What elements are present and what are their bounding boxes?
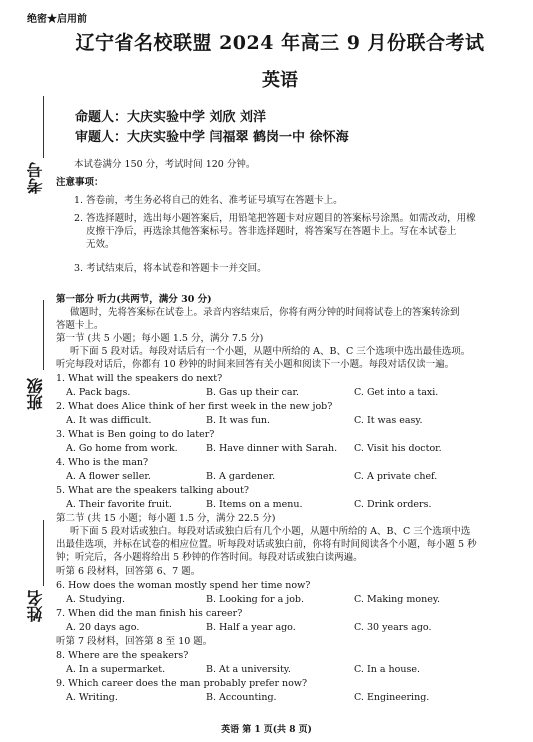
- section2-instruction: 钟；听完后，各小题将给出 5 秒钟的作答时间。每段对话或独白读两遍。: [56, 552, 363, 563]
- option-a: A. It was difficult.: [66, 415, 152, 426]
- question-5: 5. What are the speakers talking about?: [56, 485, 249, 496]
- option-c: C. It was easy.: [354, 415, 423, 426]
- option-a: A. In a supermarket.: [66, 664, 166, 675]
- note-item: 1. 答卷前，考生务必将自己的姓名、准考证号填写在答题卡上。: [74, 195, 343, 206]
- option-c: C. Visit his doctor.: [354, 443, 442, 454]
- option-c: C. Drink orders.: [354, 499, 432, 510]
- page-footer: 英语 第 1 页(共 8 页): [221, 725, 312, 735]
- binding-strip: [0, 0, 52, 742]
- setters-line: 命题人：大庆实验中学 刘欣 刘洋: [75, 110, 267, 125]
- part1-instruction: 答题卡上。: [56, 320, 104, 331]
- question-1: 1. What will the speakers do next?: [56, 373, 223, 384]
- option-a: A. Writing.: [66, 692, 118, 703]
- listen-6-note: 听第 6 段材料，回答第 6、7 题。: [56, 566, 201, 577]
- instructions-block: [56, 158, 524, 278]
- option-b: B. Have dinner with Sarah.: [206, 443, 338, 454]
- option-b: B. At a university.: [206, 664, 291, 675]
- note-item: 3. 考试结束后，将本试卷和答题卡一并交回。: [74, 263, 267, 274]
- question-3: 3. What is Ben going to do later?: [56, 429, 215, 440]
- name-label: 姓名: [26, 590, 45, 622]
- exam-title: 辽宁省名校联盟 2024 年高三 9 月份联合考试: [75, 32, 485, 54]
- question-7: 7. When did the man finish his career?: [56, 608, 243, 619]
- reviewers-line: 审题人：大庆实验中学 闫福翠 鹤岗一中 徐怀海: [75, 130, 349, 145]
- question-8: 8. Where are the speakers?: [56, 650, 189, 661]
- question-4: 4. Who is the man?: [56, 457, 149, 468]
- listening-section: [56, 293, 524, 713]
- section1-heading: 第一节 (共 5 小题；每小题 1.5 分，满分 7.5 分): [56, 333, 264, 344]
- question-6: 6. How does the woman mostly spend her time now?: [56, 580, 311, 591]
- option-b: B. It was fun.: [206, 415, 271, 426]
- option-c: C. In a house.: [354, 664, 421, 675]
- part1-instruction: 做题时，先将答案标在试卷上。录音内容结束后，你将有两分钟的时间将试卷上的答案转涂到: [70, 307, 460, 318]
- part1-heading: 第一部分 听力(共两节，满分 30 分): [56, 294, 212, 305]
- option-c: C. Engineering.: [354, 692, 430, 703]
- section1-instruction: 听完每段对话后，你都有 10 秒钟的时间来回答有关小题和阅读下一小题。每段对话仅读一遍。: [56, 359, 455, 370]
- option-a: A. A flower seller.: [66, 471, 151, 482]
- exam-number-line: [43, 96, 44, 158]
- option-b: B. Half a year ago.: [206, 622, 296, 633]
- subject-title: 英语: [262, 70, 298, 91]
- notes-title: 注意事项：: [56, 177, 104, 188]
- option-b: B. Items on a menu.: [206, 499, 303, 510]
- note-item: 2. 答选择题时，选出每小题答案后，用铅笔把答题卡对应题目的答案标号涂黑。如需改动，用橡: [74, 213, 476, 224]
- confidential-mark: 绝密★启用前: [27, 14, 87, 25]
- option-a: A. Their favorite fruit.: [66, 499, 172, 510]
- option-a: A. Studying.: [66, 594, 126, 605]
- question-9: 9. Which career does the man probably prefer now?: [56, 678, 308, 689]
- option-c: C. A private chef.: [354, 471, 438, 482]
- exam-number-label: 考号: [26, 162, 45, 194]
- option-a: A. Pack bags.: [66, 387, 131, 398]
- section1-instruction: 听下面 5 段对话。每段对话后有一个小题，从题中所给的 A、B、C 三个选项中选出最佳选项。: [70, 346, 471, 357]
- option-c: C. Making money.: [354, 594, 440, 605]
- section2-heading: 第二节 (共 15 小题；每小题 1.5 分，满分 22.5 分): [56, 513, 276, 524]
- note-item: 无效。: [86, 239, 115, 250]
- name-line: [43, 520, 44, 586]
- option-b: B. Accounting.: [206, 692, 277, 703]
- listen-7-note: 听第 7 段材料，回答第 8 至 10 题。: [56, 636, 213, 647]
- class-line: [43, 300, 44, 370]
- option-b: B. Looking for a job.: [206, 594, 305, 605]
- option-c: C. Get into a taxi.: [354, 387, 439, 398]
- option-c: C. 30 years ago.: [354, 622, 432, 633]
- section2-instruction: 听下面 5 段对话或独白。每段对话或独白后有几个小题，从题中所给的 A、B、C 三个选项中选: [70, 526, 471, 537]
- option-b: B. A gardener.: [206, 471, 276, 482]
- class-label: 班级: [26, 378, 45, 410]
- question-2: 2. What does Alice think of her first week in the new job?: [56, 401, 333, 412]
- option-b: B. Gas up their car.: [206, 387, 300, 398]
- section2-instruction: 出最佳选项，并标在试卷的相应位置。听每段对话或独白前，你将有时间阅读各个小题，每小题 5 秒: [56, 539, 477, 550]
- option-a: A. 20 days ago.: [66, 622, 140, 633]
- note-item: 皮擦干净后，再选涂其他答案标号。答非选择题时，将答案写在答题卡上。写在本试卷上: [86, 226, 457, 237]
- score-time-text: 本试卷满分 150 分，考试时间 120 分钟。: [74, 159, 256, 170]
- option-a: A. Go home from work.: [66, 443, 178, 454]
